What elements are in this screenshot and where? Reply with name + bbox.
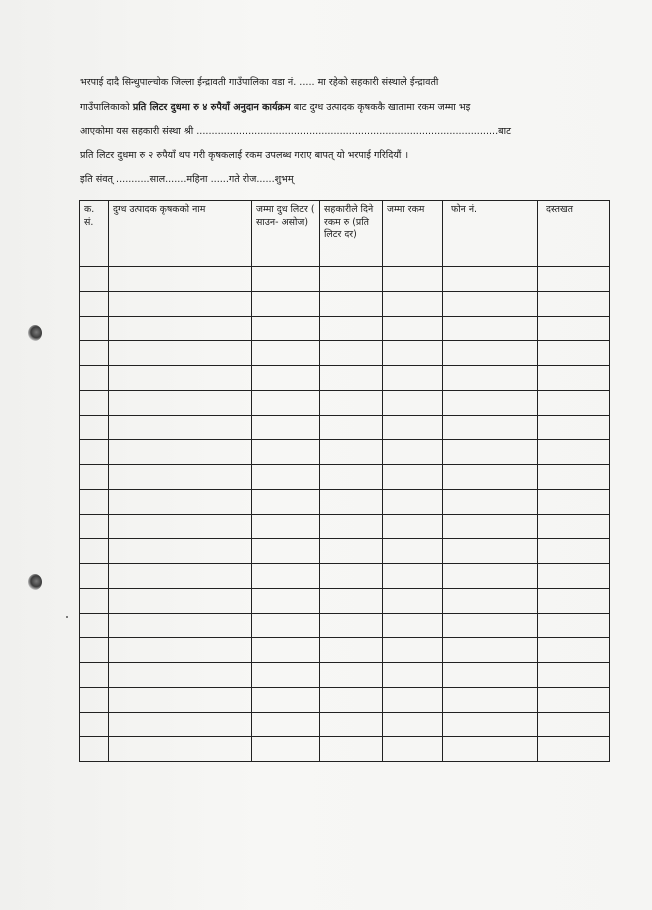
phone-cell[interactable]: [443, 687, 538, 712]
total-amount-cell[interactable]: [383, 267, 443, 292]
phone-cell[interactable]: [443, 663, 538, 688]
milk-litres-cell[interactable]: [252, 489, 320, 514]
table-row: [80, 415, 610, 440]
table-row: [80, 588, 610, 613]
intro-line-2-start: गाउँपालिकाको: [80, 102, 130, 113]
col-header-milk-litres: जम्मा दुध लिटर ( साउन- असोज): [252, 201, 320, 267]
milk-litres-cell[interactable]: [252, 440, 320, 465]
total-amount-cell[interactable]: [383, 390, 443, 415]
farmer-name-cell[interactable]: [109, 440, 252, 465]
farmer-name-cell[interactable]: [109, 663, 252, 688]
total-amount-cell[interactable]: [383, 687, 443, 712]
phone-cell[interactable]: [443, 514, 538, 539]
coop-rate-cell[interactable]: [320, 663, 383, 688]
coop-rate-cell[interactable]: [320, 291, 383, 316]
serial-cell[interactable]: [80, 341, 109, 366]
serial-cell[interactable]: [80, 588, 109, 613]
phone-cell[interactable]: [443, 267, 538, 292]
table-row: [80, 366, 610, 391]
serial-cell[interactable]: [80, 489, 109, 514]
total-amount-cell[interactable]: [383, 737, 443, 762]
signature-cell[interactable]: [538, 712, 610, 737]
total-amount-cell[interactable]: [383, 316, 443, 341]
serial-cell[interactable]: [80, 415, 109, 440]
milk-litres-cell[interactable]: [252, 465, 320, 490]
signature-cell[interactable]: [538, 539, 610, 564]
table-row: [80, 291, 610, 316]
milk-litres-cell[interactable]: [252, 687, 320, 712]
serial-cell[interactable]: [80, 638, 109, 663]
total-amount-cell[interactable]: [383, 663, 443, 688]
receipt-table: [79, 200, 610, 762]
coop-rate-cell[interactable]: [320, 564, 383, 589]
table-row: [80, 390, 610, 415]
serial-cell[interactable]: [80, 465, 109, 490]
col-header-signature: दस्तखत: [538, 201, 610, 267]
col-header-phone: फोन नं.: [443, 201, 538, 267]
signature-cell[interactable]: [538, 588, 610, 613]
col-header-coop-rate: सहकारीले दिने रकम रु (प्रति लिटर दर): [320, 201, 383, 267]
serial-cell[interactable]: [80, 390, 109, 415]
table-header-row: [80, 201, 610, 267]
total-amount-cell[interactable]: [383, 712, 443, 737]
signature-cell[interactable]: [538, 390, 610, 415]
speck: [66, 616, 68, 618]
farmer-name-cell[interactable]: [109, 588, 252, 613]
intro-line-3: आएकोमा यस सहकारी संस्था श्री ...................................................................................................बाट: [80, 126, 511, 137]
table-row: [80, 638, 610, 663]
coop-rate-cell[interactable]: [320, 390, 383, 415]
signature-cell[interactable]: [538, 564, 610, 589]
signature-cell[interactable]: [538, 415, 610, 440]
phone-cell[interactable]: [443, 588, 538, 613]
farmer-name-cell[interactable]: [109, 638, 252, 663]
coop-rate-cell[interactable]: [320, 613, 383, 638]
phone-cell[interactable]: [443, 638, 538, 663]
table-row: [80, 465, 610, 490]
phone-cell[interactable]: [443, 737, 538, 762]
serial-cell[interactable]: [80, 316, 109, 341]
table-row: [80, 613, 610, 638]
farmer-name-cell[interactable]: [109, 564, 252, 589]
signature-cell[interactable]: [538, 341, 610, 366]
total-amount-cell[interactable]: [383, 588, 443, 613]
coop-rate-cell[interactable]: [320, 465, 383, 490]
serial-cell[interactable]: [80, 291, 109, 316]
farmer-name-cell[interactable]: [109, 489, 252, 514]
total-amount-cell[interactable]: [383, 564, 443, 589]
coop-rate-cell[interactable]: [320, 489, 383, 514]
serial-cell[interactable]: [80, 267, 109, 292]
signature-cell[interactable]: [538, 663, 610, 688]
intro-line-1: भरपाई दादै सिन्धुपाल्चोक जिल्ला ईन्द्रावती गाउँपालिका वडा नं. ..... मा रहेको सहकारी संस्थाले ईन्द्रावती: [80, 77, 439, 88]
farmer-name-cell[interactable]: [109, 465, 252, 490]
milk-litres-cell[interactable]: [252, 316, 320, 341]
table-row: [80, 687, 610, 712]
table-row: [80, 663, 610, 688]
milk-litres-cell[interactable]: [252, 539, 320, 564]
phone-cell[interactable]: [443, 489, 538, 514]
total-amount-cell[interactable]: [383, 489, 443, 514]
farmer-name-cell[interactable]: [109, 712, 252, 737]
milk-litres-cell[interactable]: [252, 267, 320, 292]
milk-litres-cell[interactable]: [252, 415, 320, 440]
serial-cell[interactable]: [80, 514, 109, 539]
signature-cell[interactable]: [538, 465, 610, 490]
intro-line-4: प्रति लिटर दुधमा रु २ रुपैयाँ थप गरी कृषकलाई रकम उपलब्ध गराए बापत् यो भरपाई गरिदियौं ।: [80, 150, 409, 161]
farmer-name-cell[interactable]: [109, 267, 252, 292]
total-amount-cell[interactable]: [383, 613, 443, 638]
signature-cell[interactable]: [538, 514, 610, 539]
coop-rate-cell[interactable]: [320, 267, 383, 292]
table-row: [80, 316, 610, 341]
phone-cell[interactable]: [443, 613, 538, 638]
total-amount-cell[interactable]: [383, 514, 443, 539]
phone-cell[interactable]: [443, 291, 538, 316]
total-amount-cell[interactable]: [383, 415, 443, 440]
signature-cell[interactable]: [538, 440, 610, 465]
coop-rate-cell[interactable]: [320, 341, 383, 366]
phone-cell[interactable]: [443, 465, 538, 490]
farmer-name-cell[interactable]: [109, 737, 252, 762]
milk-litres-cell[interactable]: [252, 663, 320, 688]
phone-cell[interactable]: [443, 390, 538, 415]
serial-cell[interactable]: [80, 712, 109, 737]
table-row: [80, 489, 610, 514]
farmer-name-cell[interactable]: [109, 415, 252, 440]
coop-rate-cell[interactable]: [320, 588, 383, 613]
farmer-name-cell[interactable]: [109, 514, 252, 539]
total-amount-cell[interactable]: [383, 638, 443, 663]
program-name: प्रति लिटर दुधमा रु ४ रुपैयाँ अनुदान कार्यक्रम: [132, 102, 291, 113]
milk-litres-cell[interactable]: [252, 564, 320, 589]
table-row: [80, 267, 610, 292]
milk-litres-cell[interactable]: [252, 638, 320, 663]
milk-litres-cell[interactable]: [252, 712, 320, 737]
signature-cell[interactable]: [538, 316, 610, 341]
total-amount-cell[interactable]: [383, 366, 443, 391]
coop-rate-cell[interactable]: [320, 539, 383, 564]
phone-cell[interactable]: [443, 564, 538, 589]
milk-litres-cell[interactable]: [252, 291, 320, 316]
intro-line-2: [80, 101, 608, 114]
signature-cell[interactable]: [538, 489, 610, 514]
table-row: [80, 737, 610, 762]
coop-rate-cell[interactable]: [320, 514, 383, 539]
coop-rate-cell[interactable]: [320, 638, 383, 663]
table-row: [80, 440, 610, 465]
table-row: [80, 564, 610, 589]
serial-cell[interactable]: [80, 564, 109, 589]
farmer-name-cell[interactable]: [109, 539, 252, 564]
farmer-name-cell[interactable]: [109, 291, 252, 316]
phone-cell[interactable]: [443, 440, 538, 465]
signature-cell[interactable]: [538, 687, 610, 712]
phone-cell[interactable]: [443, 415, 538, 440]
serial-cell[interactable]: [80, 737, 109, 762]
coop-rate-cell[interactable]: [320, 687, 383, 712]
phone-cell[interactable]: [443, 539, 538, 564]
table-row: [80, 712, 610, 737]
phone-cell[interactable]: [443, 712, 538, 737]
serial-cell[interactable]: [80, 366, 109, 391]
total-amount-cell[interactable]: [383, 539, 443, 564]
farmer-name-cell[interactable]: [109, 366, 252, 391]
milk-litres-cell[interactable]: [252, 514, 320, 539]
coop-rate-cell[interactable]: [320, 440, 383, 465]
signature-cell[interactable]: [538, 638, 610, 663]
date-line: इति संवत् ...........साल.......महिना ......गते रोज......शुभम्: [80, 174, 294, 185]
signature-cell[interactable]: [538, 267, 610, 292]
milk-litres-cell[interactable]: [252, 366, 320, 391]
coop-rate-cell[interactable]: [320, 712, 383, 737]
total-amount-cell[interactable]: [383, 440, 443, 465]
milk-litres-cell[interactable]: [252, 588, 320, 613]
phone-cell[interactable]: [443, 341, 538, 366]
signature-cell[interactable]: [538, 291, 610, 316]
punch-hole: [28, 574, 42, 590]
milk-litres-cell[interactable]: [252, 737, 320, 762]
punch-hole: [28, 325, 42, 341]
phone-cell[interactable]: [443, 316, 538, 341]
phone-cell[interactable]: [443, 366, 538, 391]
col-header-serial: क. सं.: [80, 201, 109, 267]
coop-rate-cell[interactable]: [320, 737, 383, 762]
table-row: [80, 514, 610, 539]
farmer-name-cell[interactable]: [109, 341, 252, 366]
signature-cell[interactable]: [538, 737, 610, 762]
serial-cell[interactable]: [80, 440, 109, 465]
total-amount-cell[interactable]: [383, 465, 443, 490]
farmer-name-cell[interactable]: [109, 316, 252, 341]
signature-cell[interactable]: [538, 613, 610, 638]
total-amount-cell[interactable]: [383, 291, 443, 316]
col-header-farmer-name: दुग्ध उत्पादक कृषकको नाम: [109, 201, 252, 267]
farmer-name-cell[interactable]: [109, 613, 252, 638]
col-header-total-amount: जम्मा रकम: [383, 201, 443, 267]
signature-cell[interactable]: [538, 366, 610, 391]
coop-rate-cell[interactable]: [320, 415, 383, 440]
serial-cell[interactable]: [80, 663, 109, 688]
serial-cell[interactable]: [80, 687, 109, 712]
milk-litres-cell[interactable]: [252, 390, 320, 415]
table-row: [80, 341, 610, 366]
milk-litres-cell[interactable]: [252, 341, 320, 366]
farmer-name-cell[interactable]: [109, 390, 252, 415]
table-row: [80, 539, 610, 564]
serial-cell[interactable]: [80, 539, 109, 564]
coop-rate-cell[interactable]: [320, 366, 383, 391]
farmer-name-cell[interactable]: [109, 687, 252, 712]
coop-rate-cell[interactable]: [320, 316, 383, 341]
milk-litres-cell[interactable]: [252, 613, 320, 638]
serial-cell[interactable]: [80, 613, 109, 638]
total-amount-cell[interactable]: [383, 341, 443, 366]
intro-line-2-end: बाट दुग्ध उत्पादक कृषककै खातामा रकम जम्मा भइ: [293, 102, 471, 113]
